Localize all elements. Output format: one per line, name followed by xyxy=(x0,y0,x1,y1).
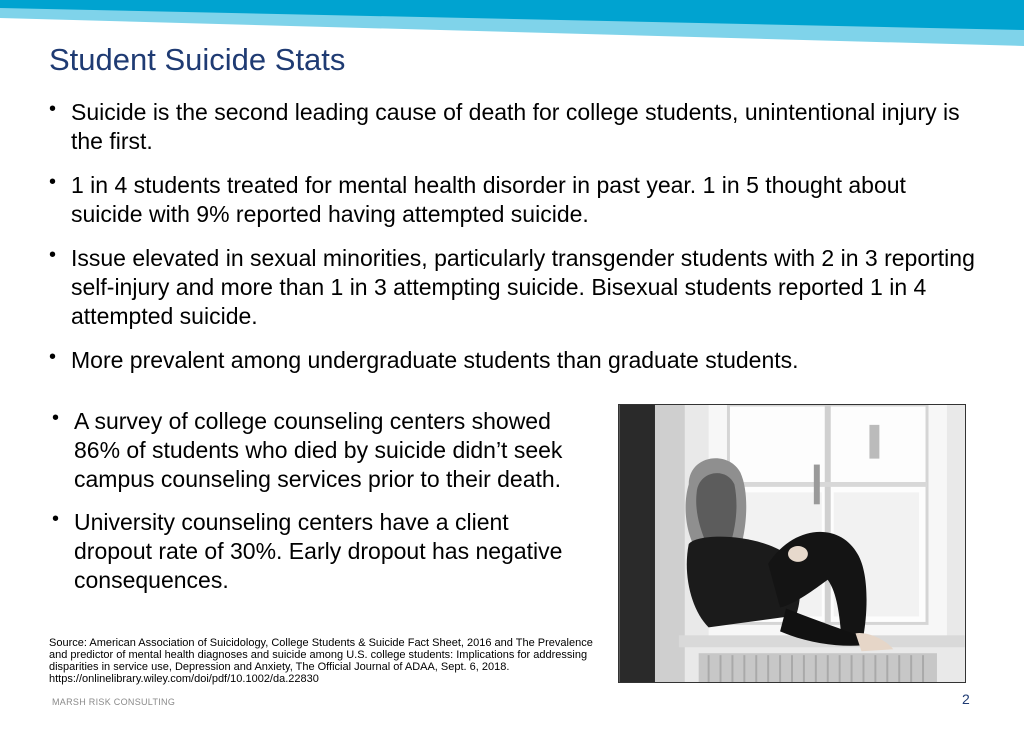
page-number: 2 xyxy=(962,691,970,707)
bullet-item: • Issue elevated in sexual minorities, particularly transgender students with 2 in 3 reporting self-injury and more than 1 in 3 attempting suicide. Bisexual students reported 1 in 4 attempted suicide. xyxy=(49,244,979,331)
header-band xyxy=(0,0,1024,48)
bullet-item: • University counseling centers have a client dropout rate of 30%. Early dropout has negative consequences. xyxy=(52,508,572,595)
secondary-bullet-list xyxy=(52,407,572,609)
footer-brand: MARSH RISK CONSULTING xyxy=(52,697,176,707)
person-at-window-icon xyxy=(619,405,965,682)
bullet-item: • More prevalent among undergraduate students than graduate students. xyxy=(49,346,979,375)
bullet-item: • 1 in 4 students treated for mental health disorder in past year. 1 in 5 thought about suicide with 9% reported having attempted suicide. xyxy=(49,171,979,229)
source-citation: Source: American Association of Suicidology, College Students & Suicide Fact Sheet, 2016 and The Prevalence and predictor of mental health diagnoses and suicide among U.S. college students: Implications for addressing disparities in service use, Depression and Anxiety, The Official Journal of ADAA, Sept. 6, 2018. https://onlinelibrary.wiley.com/doi/pdf/10.1002/da.22830 xyxy=(49,637,593,685)
main-bullet-list xyxy=(49,98,979,390)
bullet-item: • Suicide is the second leading cause of death for college students, unintentional injury is the first. xyxy=(49,98,979,156)
slide-title: Student Suicide Stats xyxy=(49,42,346,77)
window-photo xyxy=(618,404,966,683)
bullet-item: • A survey of college counseling centers showed 86% of students who died by suicide didn’t seek campus counseling services prior to their death. xyxy=(52,407,572,494)
